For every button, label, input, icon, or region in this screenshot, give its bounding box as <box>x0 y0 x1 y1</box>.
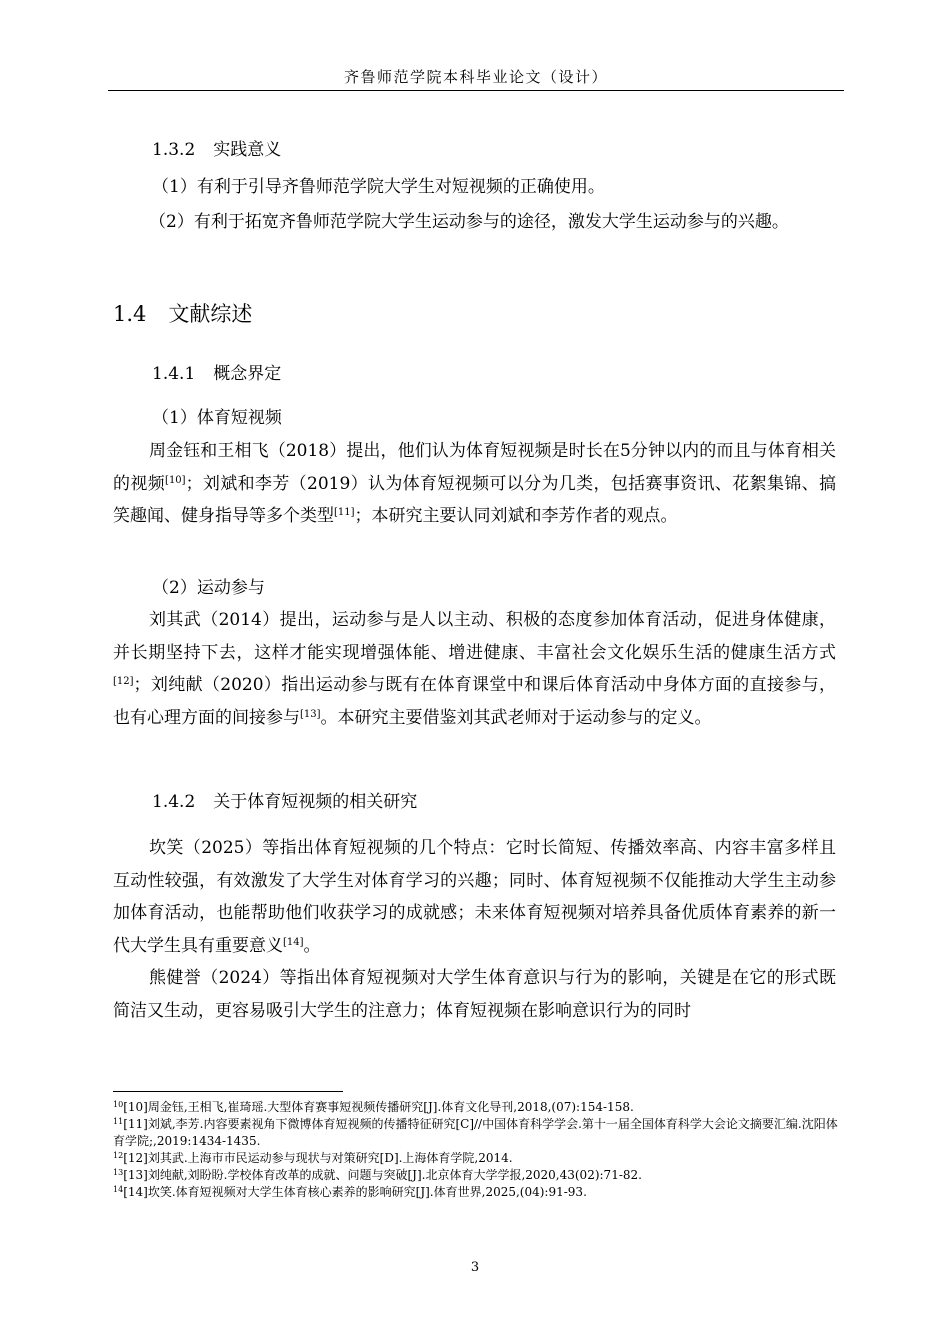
paragraph <box>113 435 836 533</box>
heading-number: 1.4 <box>113 302 147 326</box>
list-item: （1）有利于引导齐鲁师范学院大学生对短视频的正确使用。 <box>152 177 605 197</box>
footnote-mark: 14 <box>113 1185 124 1194</box>
heading-title: 文献综述 <box>168 302 253 326</box>
footnote-text: [13]刘纯献,刘盼盼.学校体育改革的成就、问题与突破[J].北京体育大学学报,2020,43(02):71-82. <box>123 1168 642 1182</box>
heading-1-4-2 <box>152 790 417 814</box>
heading-title: 实践意义 <box>213 140 282 160</box>
paragraph-block <box>113 435 836 533</box>
citation-ref: [12] <box>113 676 134 687</box>
footnote-mark: 12 <box>113 1151 124 1160</box>
footnote <box>113 1184 843 1201</box>
subsection-label: （1）体育短视频 <box>152 408 282 428</box>
text-run: ；刘纯献（2020）指出运动参与既有在体育课堂中和课后体育活动中身体方面的直接参与，也有心理方面的间接参与 <box>113 675 836 728</box>
citation-ref: [14] <box>283 936 304 948</box>
page-number: 3 <box>470 1260 480 1275</box>
footnote-mark: 13 <box>113 1168 124 1177</box>
footnote-text: [14]坎笑.体育短视频对大学生体育核心素养的影响研究[J].体育世界,2025,(04):91-93. <box>123 1185 587 1199</box>
paragraph-block <box>113 206 836 239</box>
footnote <box>113 1099 843 1116</box>
heading-number: 1.4.2 <box>152 792 196 812</box>
footnote-mark: 11 <box>113 1117 124 1126</box>
paragraph-block <box>113 832 836 1027</box>
footnote-text: [11]刘斌,李芳.内容要素视角下微博体育短视频的传播特征研究[C]//中国体育科学学会.第十一届全国体育科学大会论文摘要汇编.沈阳体育学院;,2019:1434-1435. <box>113 1117 838 1148</box>
footnotes <box>113 1099 843 1201</box>
paragraph <box>113 832 836 962</box>
footnote-text: [12]刘其武.上海市市民运动参与现状与对策研究[D].上海体育学院,2014. <box>123 1151 513 1165</box>
text-run: 周金钰和王相飞（2018）提出，他们认为体育短视频是时长在5分钟以内的而且与体育相关的视频 <box>113 441 836 494</box>
heading-1-3-2 <box>152 138 281 162</box>
footnote <box>113 1116 843 1150</box>
footnote-separator <box>113 1091 343 1092</box>
text-run: ；刘斌和李芳（2019）认为体育短视频可以分为几类，包括赛事资讯、花絮集锦、搞笑趣闻、健身指导等多个类型 <box>113 473 837 526</box>
text-run: 坎笑（2025）等指出体育短视频的几个特点：它时长简短、传播效率高、内容丰富多样且互动性较强，有效激发了大学生对体育学习的兴趣；同时、体育短视频不仅能推动大学生主动参加体育活动，也能帮助他们收获学习的成就感；未来体育短视频对培养具备优质体育素养的新一代大学生具有重要意义 <box>113 838 836 956</box>
text-run: 。本研究主要借鉴刘其武老师对于运动参与的定义。 <box>320 707 712 728</box>
heading-1-4-1 <box>152 362 281 386</box>
heading-1-4 <box>113 300 252 328</box>
text-run: ；本研究主要认同刘斌和李芳作者的观点。 <box>354 506 678 526</box>
citation-ref: [10] <box>165 474 186 486</box>
footnote-text: [10]周金钰,王相飞,崔琦瑶.大型体育赛事短视频传播研究[J].体育文化导刊,2018,(07):154-158. <box>123 1100 634 1114</box>
paragraph-block <box>113 604 836 734</box>
citation-ref: [13] <box>300 708 321 720</box>
footnote <box>113 1150 843 1167</box>
text-run: 刘其武（2014）提出，运动参与是人以主动、积极的态度参加体育活动，促进身体健康，并长期坚持下去，这样才能实现增强体能、增进健康、丰富社会文化娱乐生活的健康生活方式 <box>113 610 836 663</box>
citation-ref: [11] <box>334 507 355 518</box>
footnote <box>113 1167 843 1184</box>
running-header: 齐鲁师范学院本科毕业论文（设计） <box>108 64 844 91</box>
paragraph: 熊健誉（2024）等指出体育短视频对大学生体育意识与行为的影响，关键是在它的形式既简洁又生动，更容易吸引大学生的注意力；体育短视频在影响意识行为的同时 <box>113 968 836 1021</box>
footnote-mark: 10 <box>113 1100 124 1109</box>
paragraph <box>113 604 836 734</box>
heading-title: 关于体育短视频的相关研究 <box>213 792 418 812</box>
heading-number: 1.4.1 <box>152 364 196 384</box>
subsection-label: （2）运动参与 <box>152 578 265 598</box>
list-item: （2）有利于拓宽齐鲁师范学院大学生运动参与的途径，激发大学生运动参与的兴趣。 <box>149 212 789 232</box>
heading-title: 概念界定 <box>213 364 282 384</box>
heading-number: 1.3.2 <box>152 140 196 160</box>
text-run: 。 <box>303 935 321 956</box>
